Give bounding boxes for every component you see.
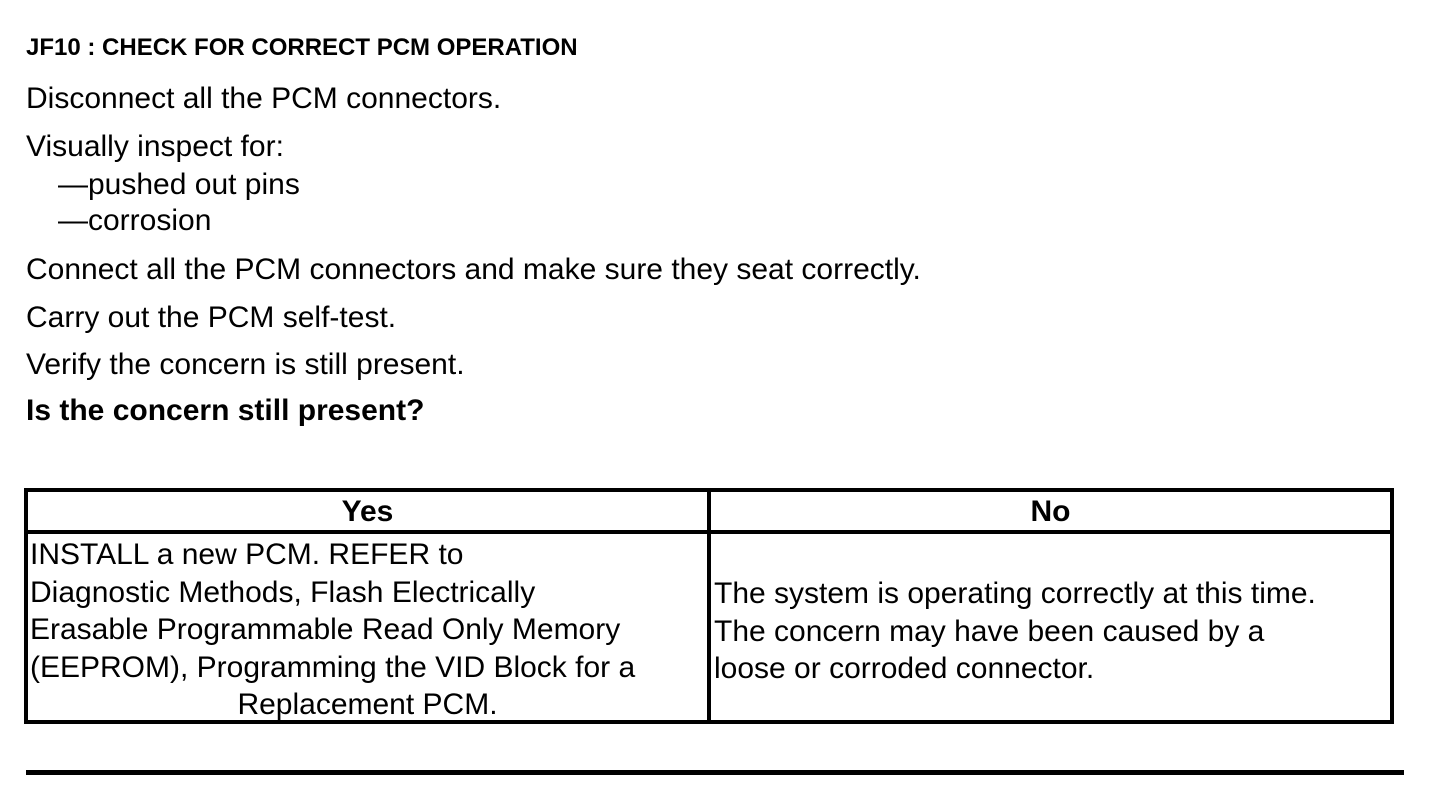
no-action-line: loose or corroded connector. xyxy=(714,652,1095,685)
yes-column-header: Yes xyxy=(341,495,394,528)
section-heading: JF10 : CHECK FOR CORRECT PCM OPERATION xyxy=(26,34,578,61)
inspect-item-pushed-out-pins: —pushed out pins xyxy=(58,168,300,201)
bottom-rule xyxy=(26,770,1404,775)
yes-action-line: Replacement PCM. xyxy=(237,688,498,721)
inspect-item-corrosion: —corrosion xyxy=(58,204,212,237)
no-action-cell xyxy=(714,575,1390,688)
yes-action-cell xyxy=(30,536,705,724)
step-connect: Connect all the PCM connectors and make sure they seat correctly. xyxy=(26,253,921,286)
yes-action-line: Diagnostic Methods, Flash Electrically xyxy=(30,575,536,609)
no-action-line: The system is operating correctly at this time. xyxy=(714,577,1316,610)
header-divider xyxy=(28,530,1390,534)
step-verify: Verify the concern is still present. xyxy=(26,348,465,381)
step-inspect: Visually inspect for: xyxy=(26,130,284,163)
yes-no-table xyxy=(24,488,1394,724)
step-disconnect: Disconnect all the PCM connectors. xyxy=(26,82,502,115)
no-column-header: No xyxy=(1030,495,1071,528)
step-self-test: Carry out the PCM self-test. xyxy=(26,301,397,334)
yes-action-line: (EEPROM), Programming the VID Block for a xyxy=(30,650,636,684)
yes-action-line: Erasable Programmable Read Only Memory xyxy=(30,613,621,646)
no-action-line: The concern may have been caused by a xyxy=(714,614,1265,648)
decision-question: Is the concern still present? xyxy=(26,394,425,427)
yes-action-line: INSTALL a new PCM. REFER to xyxy=(30,538,464,571)
